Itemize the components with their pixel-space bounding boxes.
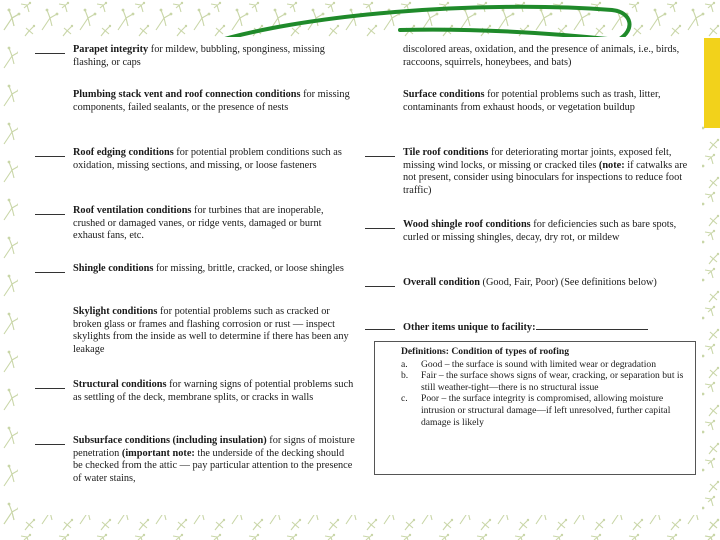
item-title: Plumbing stack vent and roof connection conditions <box>73 89 301 100</box>
definition-text: Good – the surface is sound with limited wear or degradation <box>421 358 656 370</box>
checkbox-line[interactable] <box>365 286 395 287</box>
item-title: Overall condition <box>403 277 480 288</box>
item-note-text: if catwalks are not present, consider using binoculars for inspections to reduce foot traffic) <box>403 159 688 196</box>
item-text: for warning signs of potential problems such as settling of the deck, membrane splits, or cracks in walls <box>73 379 354 403</box>
item-text: (Good, Fair, Poor) (See definitions below) <box>479 277 657 288</box>
definition-item <box>401 393 689 428</box>
item-note-label: (note: <box>598 159 625 171</box>
checkbox-line[interactable] <box>365 228 395 229</box>
item-text: for turbines that are inoperable, crushed or damaged vanes, or ridge vents, damaged or burnt exhaust fans, etc. <box>73 205 324 242</box>
definition-text: Fair – the surface shows signs of wear, cracking, or separation but is still weather-tight—there is no structural issue <box>421 370 684 393</box>
item-title: Other items unique to facility: <box>403 322 536 333</box>
item-text: for potential problems such as trash, litter, contaminants from exhaust hoods, or vegetation buildup <box>403 89 661 113</box>
checkbox-line[interactable] <box>35 388 65 389</box>
checkbox-line[interactable] <box>365 329 395 330</box>
item-note-text: the underside of the decking should be checked from the attic — pay particular attention to the presence of water stains, <box>73 447 353 484</box>
definition-text: Poor – the surface integrity is compromised, allowing moisture intrusion or structural damage—if left unresolved, further capital damage is likely <box>421 393 671 428</box>
item-text: for potential problem conditions such as oxidation, missing sections, and missing, or loose fasteners <box>73 147 342 171</box>
item-note-label: (important note: <box>121 447 195 459</box>
item-text: for missing, brittle, cracked, or loose shingles <box>153 263 344 274</box>
checkbox-line[interactable] <box>35 444 65 445</box>
item-title: Tile roof conditions <box>403 147 489 158</box>
item-title: Structural conditions <box>73 379 167 390</box>
item-title: Skylight conditions <box>73 306 158 317</box>
item-title: Roof ventilation conditions <box>73 205 192 216</box>
definitions-heading: Definitions: Condition of types of roofing <box>401 346 569 357</box>
definition-label: b. <box>401 370 409 382</box>
definition-label: a. <box>401 358 408 370</box>
item-text: for mildew, bubbling, sponginess, missing flashing, or caps <box>73 44 325 68</box>
definition-item <box>401 370 689 393</box>
item-title: Subsurface conditions (including insulation) <box>73 435 267 446</box>
checklist-document <box>18 37 702 515</box>
item-text: for deficiencies such as bare spots, curled or missing shingles, decay, dry rot, or mildew <box>403 219 677 243</box>
item-text: for signs of moisture penetration <box>73 435 355 459</box>
fill-in-line[interactable] <box>536 320 648 330</box>
item-text: for missing components, failed sealants, or the presence of nests <box>73 89 350 113</box>
item-title: Parapet integrity <box>73 44 149 55</box>
definition-label: c. <box>401 393 408 405</box>
item-text: for potential problems such as cracked or broken glass or frames and flashing corrosion or rust — inspect skylights from the inside as well to determine if there has been any leakage <box>73 306 349 355</box>
checkbox-line[interactable] <box>35 214 65 215</box>
item-title: Surface conditions <box>403 89 485 100</box>
item-title: Shingle conditions <box>73 263 154 274</box>
accent-bar <box>704 38 720 128</box>
definitions-box <box>374 341 696 475</box>
checkbox-line[interactable] <box>365 156 395 157</box>
checkbox-line[interactable] <box>35 272 65 273</box>
checkbox-line[interactable] <box>35 53 65 54</box>
item-title: Roof edging conditions <box>73 147 174 158</box>
definition-item <box>401 359 689 371</box>
checkbox-line[interactable] <box>35 156 65 157</box>
item-text: discolored areas, oxidation, and the presence of animals, i.e., birds, raccoons, squirrels, honeybees, and bats) <box>403 44 680 68</box>
item-text: for deteriorating mortar joints, exposed felt, missing wind locks, or missing or cracked tiles <box>403 147 672 171</box>
item-title: Wood shingle roof conditions <box>403 219 531 230</box>
